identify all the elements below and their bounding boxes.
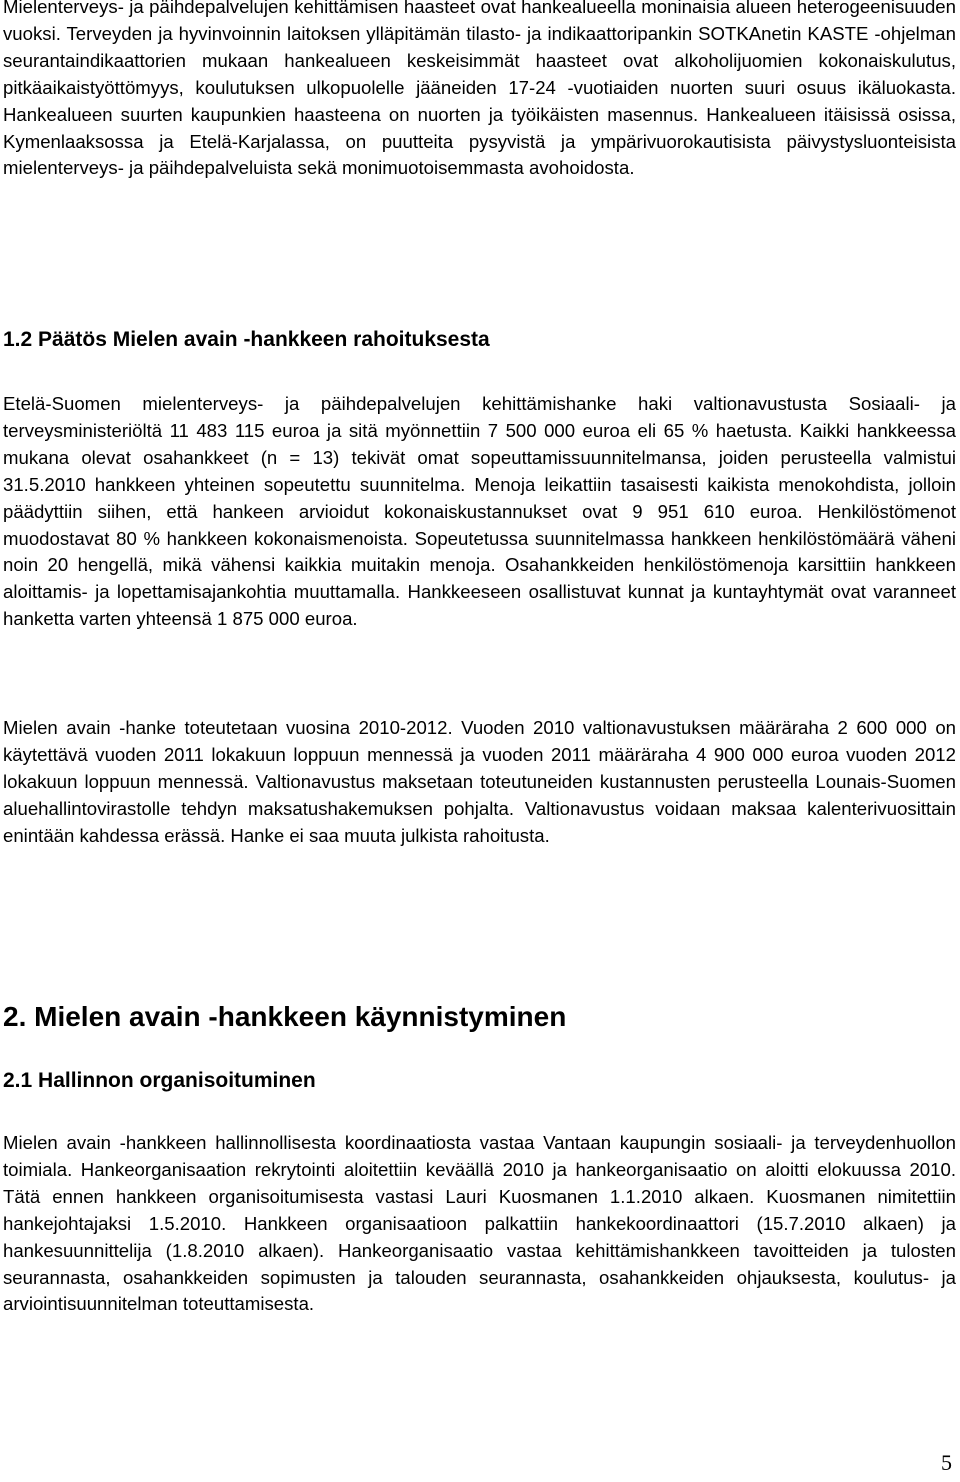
section-heading-2-1: 2.1 Hallinnon organisoituminen: [3, 1069, 316, 1092]
section-heading-1-2: 1.2 Päätös Mielen avain -hankkeen rahoituksesta: [3, 328, 490, 351]
funding-paragraph: Etelä-Suomen mielenterveys- ja päihdepalvelujen kehittämishanke haki valtionavustusta Sosiaali- ja terveysministeriöltä 11 483 115 euroa ja sitä myönnettiin 7 500 000 euroa eli 65 % haetusta. Kaikki hankkeessa mukana olevat osahankkeet (n = 13) tekivät omat sopeuttamissuunnitelmansa, joiden perusteella valmistui 31.5.2010 hankkeen yhteinen sopeutettu suunnitelma. Menoja leikattiin tasaisesti kaikista menokohdista, jolloin päädyttiin siihen, että hankeen arvioidut kokonaiskustannukset ovat 9 951 610 euroa. Henkilöstömenot muodostavat 80 % hankkeen kokonaismenoista. Sopeutetussa suunnitelmassa hankkeen henkilöstömäärä väheni noin 20 hengellä, mikä vähensi kaikkia muitakin menoja. Osahankkeiden henkilöstömenoja karsittiin hankkeen aloittamis- ja lopettamisajankohtia muuttamalla. Hankkeeseen osallistuvat kunnat ja kuntayhtymät ovat varanneet hanketta varten yhteensä 1 875 000 euroa.: [3, 393, 956, 630]
administration-paragraph: Mielen avain -hankkeen hallinnollisesta koordinaatiosta vastaa Vantaan kaupungin sosiaali- ja terveydenhuollon toimiala. Hankeorganisaation rekrytointi aloitettiin keväällä 2010 ja hankeorganisaatio on aloitti elokuussa 2010. Tätä ennen hankkeen organisoitumisesta vastasi Lauri Kuosmanen 1.1.2010 alkaen. Kuosmanen nimitettiin hankejohtajaksi 1.5.2010. Hankkeen organisaatioon palkattiin hankekoordinaattori (15.7.2010 alkaen) ja hankesuunnittelija (1.8.2010 alkaen). Hankeorganisaatio vastaa kehittämishankkeen tavoitteiden ja tulosten seurannasta, osahankkeiden sopimusten ja talouden seurannasta, osahankkeiden ohjauksesta, koulutus- ja arviointisuunnitelman toteuttamisesta.: [3, 1132, 956, 1315]
chapter-heading-2: 2. Mielen avain -hankkeen käynnistyminen: [3, 1001, 567, 1032]
page-number: 5: [941, 1450, 952, 1475]
intro-paragraph: Mielenterveys- ja päihdepalvelujen kehittämisen haasteet ovat hankealueella moninaisia alueen heterogeenisuuden vuoksi. Terveyden ja hyvinvoinnin laitoksen ylläpitämän tilasto- ja indikaattoripankin SOTKAnetin KASTE -ohjelman seurantaindikaattorien mukaan hankealueen keskeisimmät haasteet ovat alkoholijuomien kokonaiskulutus, pitkäaikaistyöttömyys, koulutuksen ulkopuolelle jääneiden 17-24 -vuotiaiden nuorten suuri osuus ikäluokasta. Hankealueen suurten kaupunkien haasteena on nuorten ja työikäisten masennus. Hankealueen itäisissä osissa, Kymenlaaksossa ja Etelä-Karjalassa, on puutteita pysyvistä ja ympärivuorokautisista päivystysluonteisista mielenterveys- ja päihdepalveluista sekä monimuotoisemmasta avohoidosta.: [3, 0, 956, 179]
schedule-paragraph: Mielen avain -hanke toteutetaan vuosina 2010-2012. Vuoden 2010 valtionavustuksen määräraha 2 600 000 on käytettävä vuoden 2011 lokakuun loppuun mennessä ja vuoden 2011 määräraha 4 900 000 euroa vuoden 2012 lokakuun loppuun mennessä. Valtionavustus maksetaan toteutuneiden kustannusten perusteella Lounais-Suomen aluehallintovirastolle tehdyn maksatushakemuksen pohjalta. Valtionavustus voidaan maksaa kalenterivuosittain enintään kahdessa erässä. Hanke ei saa muuta julkista rahoitusta.: [3, 717, 956, 846]
